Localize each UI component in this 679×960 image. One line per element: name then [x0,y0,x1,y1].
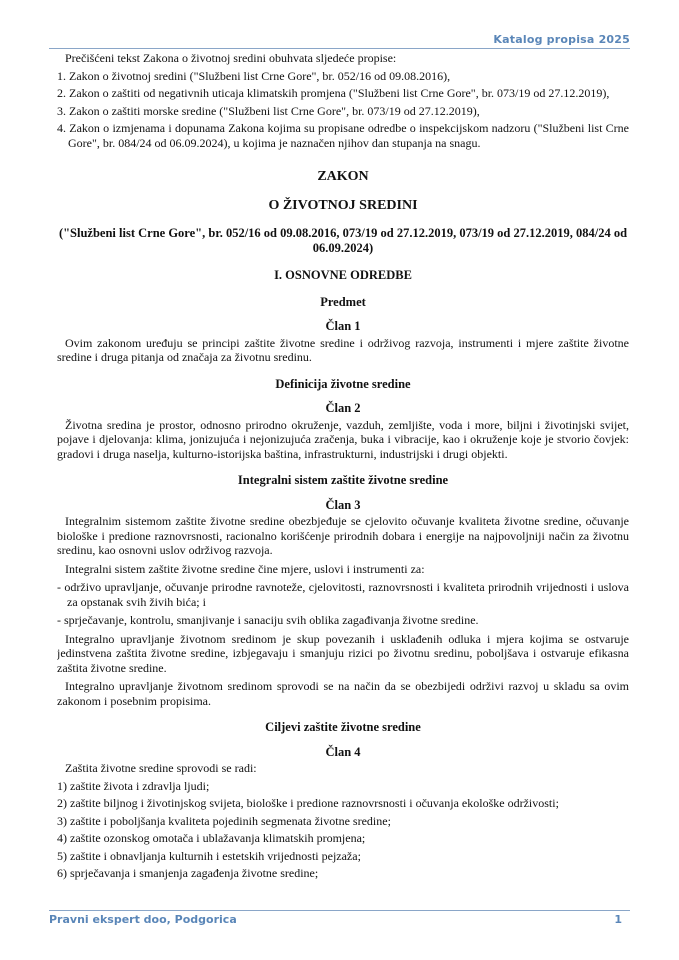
article-4-list-item: 3) zaštite i poboljšanja kvaliteta pojedinih segmenata životne sredine; [57,813,391,828]
document-body [57,51,629,909]
amendment-item: 4. Zakon o izmjenama i dopunama Zakona kojima su propisane odredbe o inspekcijskom nadzoru ("Službeni list Crne Gore", br. 084/24 od 06.09.2024), u kojima je naznačen njihov dan stupanja na snagu. [57,121,629,150]
article-3-paragraph-4: Integralno upravljanje životnom sredinom sprovodi se na način da se obezbijedi održivi razvoj u skladu sa ovim zakonom i posebnim propisima. [57,679,629,708]
subsection-heading-definicija: Definicija životne sredine [275,376,411,391]
article-3-dash-item: - održivo upravljanje, očuvanje prirodne ravnoteže, cjelovitosti, raznovrsnosti i kvaliteta prirodnih vrijednosti i uslova za opstanak svih živih bića; i [57,580,629,609]
page-number: 1 [614,913,622,926]
article-3-paragraph-1: Integralnim sistemom zaštite životne sredine obezbjeđuje se cjelovito očuvanje kvaliteta životne sredine, očuvanje biološke i predione raznovrsnosti, racionalno korišćenje prirodnih dobara i energije na najpovoljniji način za životnu sredinu, kao osnovni uslov održivog razvoja. [57,514,629,557]
subsection-heading-predmet: Predmet [320,294,366,309]
article-2-text: Životna sredina je prostor, odnosno prirodno okruženje, vazduh, zemljište, voda i more, biljni i životinjski svijet, pojave i djelovanja: klima, jonizujuća i nejonizujuća zračenja, buka i vibracije, kao i okruženje koje je stvorio čovjek: gradovi i druga naselja, kulturno-istorijska baština, infrastrukturni, industrijski i drugi objekti. [57,417,629,461]
article-3-paragraph-3: Integralno upravljanje životnom sredinom je skup povezanih i usklađenih odluka i mjera kojima se ostvaruje jedinstvena zaštita životne sredine, izbjegavaju i smanjuju rizici po životnu sredinu, poboljšava i ostvaruje efikasna zaštita životne sredine. [57,631,629,675]
amendment-item: 1. Zakon o životnoj sredini ("Službeni list Crne Gore", br. 052/16 od 09.08.2016), [57,68,451,83]
article-3-paragraph-2: Integralni sistem zaštite životne sredine čine mjere, uslovi i instrumenti za: [65,561,425,576]
intro-lead: Prečišćeni tekst Zakona o životnoj sredini obuhvata sljedeće propise: [65,51,397,65]
article-3-heading: Član 3 [325,497,361,512]
header-divider [49,48,630,49]
article-2-heading: Član 2 [325,401,361,415]
gazette-reference: ("Službeni list Crne Gore", br. 052/16 od 09.08.2016, 073/19 od 27.12.2019, 073/19 od 27.12.2019, 084/24 od 06.09.2024) [58,226,628,255]
footer-divider [49,910,630,911]
article-4-list-item: 1) zaštite života i zdravlja ljudi; [57,778,210,793]
subsection-heading-integralni: Integralni sistem zaštite životne sredine [237,473,449,487]
law-subtitle: O ŽIVOTNOJ SREDINI [268,198,418,213]
catalog-brand: Katalog propisa 2025 [493,33,630,46]
article-1-text: Ovim zakonom uređuju se principi zaštite životne sredine i održivog razvoja, instrumenti i mjere zaštite životne sredine i druga pitanja od značaja za životnu sredinu. [57,335,629,364]
amendment-item: 3. Zakon o zaštiti morske sredine ("Službeni list Crne Gore", br. 073/19 od 27.12.2019), [57,103,480,118]
article-4-list-item: 6) sprječavanja i smanjenja zagađenja životne sredine; [57,866,319,880]
amendments-list [57,69,629,151]
article-3-dash-item: - sprječavanje, kontrolu, smanjivanje i sanaciju svih oblika zagađivanja životne sredine. [57,613,479,627]
article-4-list-item: 2) zaštite biljnog i životinjskog svijeta, biološke i predione raznovrsnosti i očuvanja ekološke održivosti; [57,796,559,810]
article-1-heading: Član 1 [325,319,361,333]
amendment-item: 2. Zakon o zaštiti od negativnih uticaja klimatskih promjena ("Službeni list Crne Gore", br. 073/19 od 27.12.2019), [57,86,610,100]
section-heading: I. OSNOVNE ODREDBE [274,268,412,282]
footer-company: Pravni ekspert doo, Podgorica [49,913,237,926]
article-4-lead: Zaštita životne sredine sprovodi se radi: [65,761,257,775]
article-4-list-item: 5) zaštite i obnavljanja kulturnih i estetskih vrijednosti pejzaža; [57,848,361,863]
subsection-heading-ciljevi: Ciljevi zaštite životne sredine [265,720,421,734]
article-4-heading: Član 4 [325,744,361,759]
law-title: ZAKON [317,169,369,184]
article-4-list-item: 4) zaštite ozonskog omotača i ublažavanja klimatskih promjena; [57,831,366,845]
